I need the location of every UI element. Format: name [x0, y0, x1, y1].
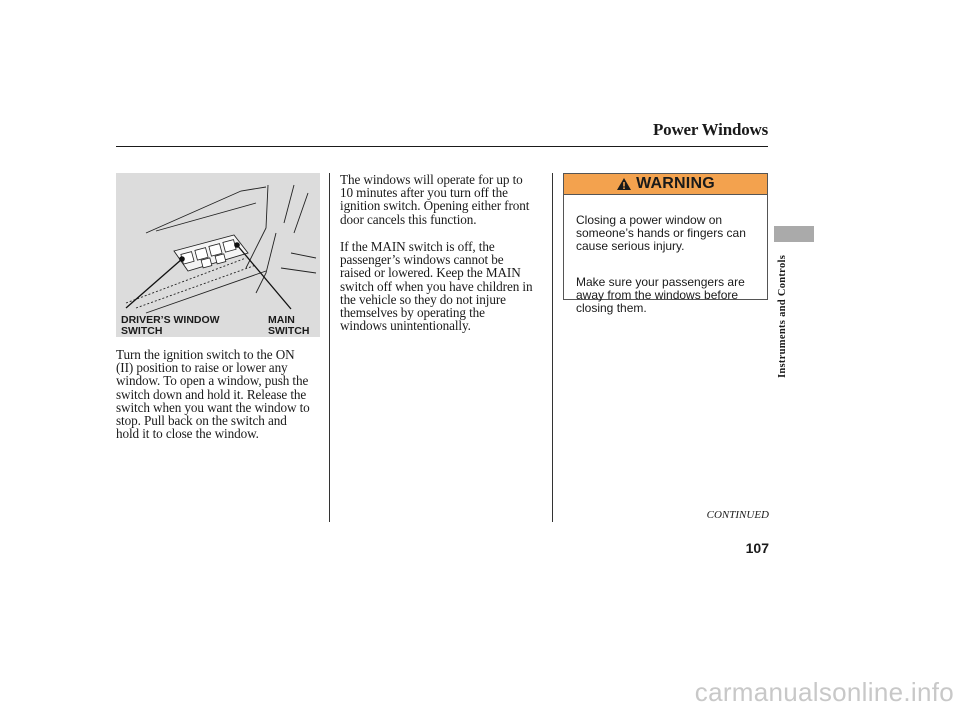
section-tab	[774, 226, 814, 242]
warning-title: WARNING	[636, 175, 715, 192]
page-title: Power Windows	[652, 120, 768, 139]
warning-box	[563, 173, 768, 315]
section-label: Instruments and Controls	[777, 254, 788, 378]
warning-header	[564, 174, 767, 195]
watermark: carmanualsonline.info	[694, 677, 954, 707]
warning-paragraph-1: Closing a power window on someone’s hands or fingers can cause serious injury.	[576, 213, 746, 253]
warning-body	[564, 195, 767, 338]
left-column-paragraph: Turn the ignition switch to the ON (II) position to raise or lower any window. To open a window, push the switch down and hold it. Release the switch when you want the window to stop. Pull back on the switch and hold it to close the window.	[116, 347, 310, 442]
driver-window-switch-label: DRIVER’S WINDOW SWITCH	[121, 314, 220, 337]
middle-column-paragraph-1: The windows will operate for up to 10 minutes after you turn off the ignition switch. Opening either front door cancels this function.	[340, 172, 530, 227]
middle-column-paragraph-2: If the MAIN switch is off, the passenger’s windows cannot be raised or lowered. Keep the MAIN switch off when you have children in the vehicle so they do not injure themselves by operating the windows unintentionally.	[340, 239, 533, 334]
header-rule	[116, 146, 768, 147]
window-switch-figure	[116, 173, 320, 337]
main-switch-label: MAIN SWITCH	[268, 314, 310, 337]
window-switch-illustration	[116, 173, 320, 337]
continued-label: CONTINUED	[706, 509, 769, 521]
page-number: 107	[745, 540, 769, 556]
warning-triangle-icon	[616, 177, 632, 191]
column-divider-left	[329, 173, 330, 522]
column-divider-right	[552, 173, 553, 522]
warning-paragraph-2: Make sure your passengers are away from the windows before closing them.	[576, 275, 745, 315]
